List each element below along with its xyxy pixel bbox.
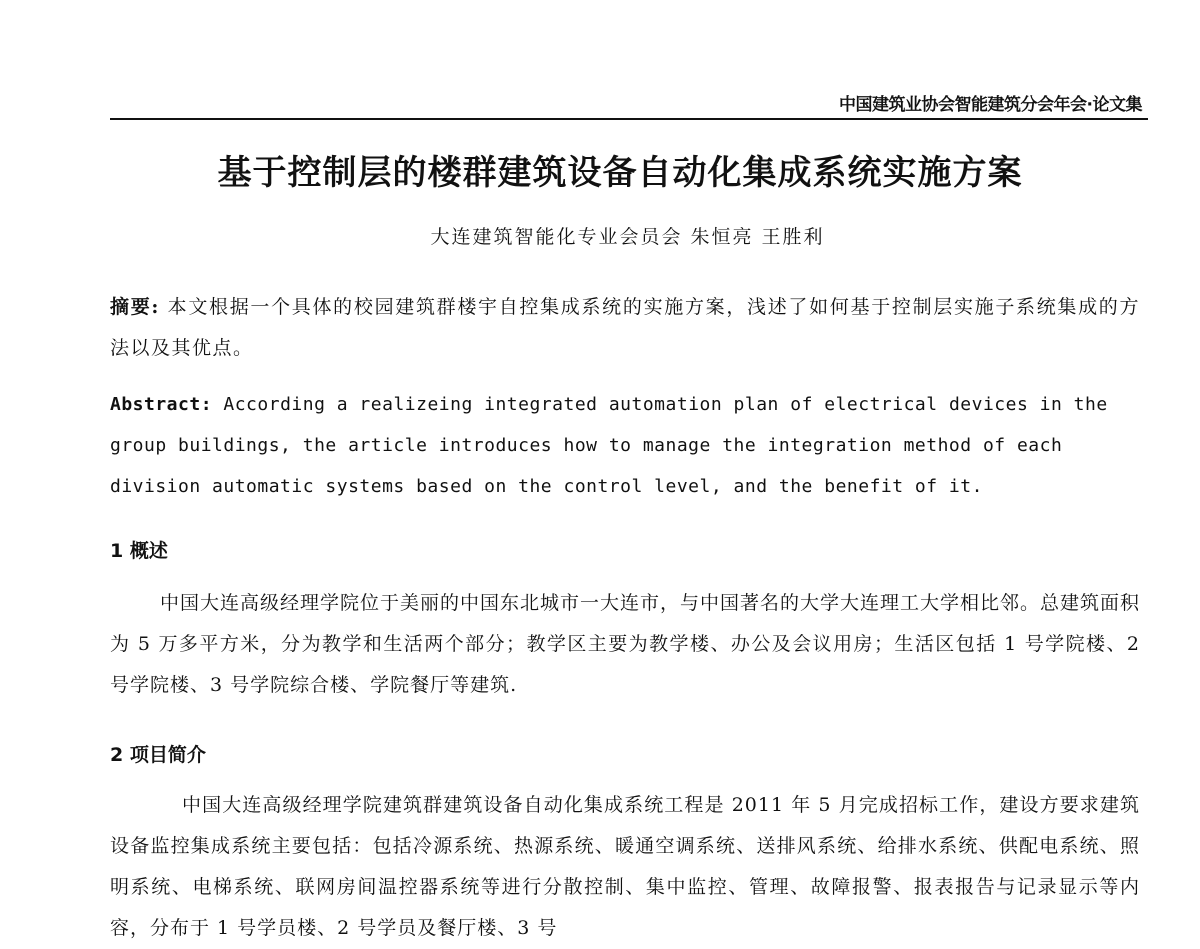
abstract-english-label: Abstract: [110,394,213,415]
abstract-english-text: According a realizeing integrated automation plan of electrical devices in the group buildings, the article introduces how to manage the integration method of each division automatic systems based on the control level, and the benefit of it. [110,394,1108,497]
abstract-chinese-label: 摘要: [110,296,160,318]
section-heading-overview: 1 概述 [110,540,168,562]
running-head: 中国建筑业协会智能建筑分会年会·论文集 [839,95,1142,115]
section-body-overview: 中国大连高级经理学院位于美丽的中国东北城市一大连市，与中国著名的大学大连理工大学相比邻。总建筑面积为 5 万多平方米，分为教学和生活两个部分；教学区主要为教学楼、办公及会议用房；生活区包括 1 号学院楼、2 号学院楼、3 号学院综合楼、学院餐厅等建筑. [110,592,1141,696]
section-body-project-intro: 中国大连高级经理学院建筑群建筑设备自动化集成系统工程是 2011 年 5 月完成招标工作，建设方要求建筑设备监控集成系统主要包括：包括冷源系统、热源系统、暖通空调系统、送排风系统、给排水系统、供配电系统、照明系统、电梯系统、联网房间温控器系统等进行分散控制、集中监控、管理、故障报警、报表报告与记录显示等内容，分布于 1 号学员楼、2 号学员及餐厅楼、3 号 [110,794,1140,939]
abstract-english [110,384,1120,507]
abstract-chinese-text: 本文根据一个具体的校园建筑群楼宇自控集成系统的实施方案，浅述了如何基于控制层实施子系统集成的方法以及其优点。 [110,296,1141,359]
header-rule [110,118,1148,120]
abstract-chinese [110,287,1140,369]
paper-title: 基于控制层的楼群建筑设备自动化集成系统实施方案 [217,153,1023,193]
paper-authors: 大连建筑智能化专业会员会 朱恒亮 王胜利 [430,226,825,248]
section-heading-project-intro: 2 项目简介 [110,744,206,766]
